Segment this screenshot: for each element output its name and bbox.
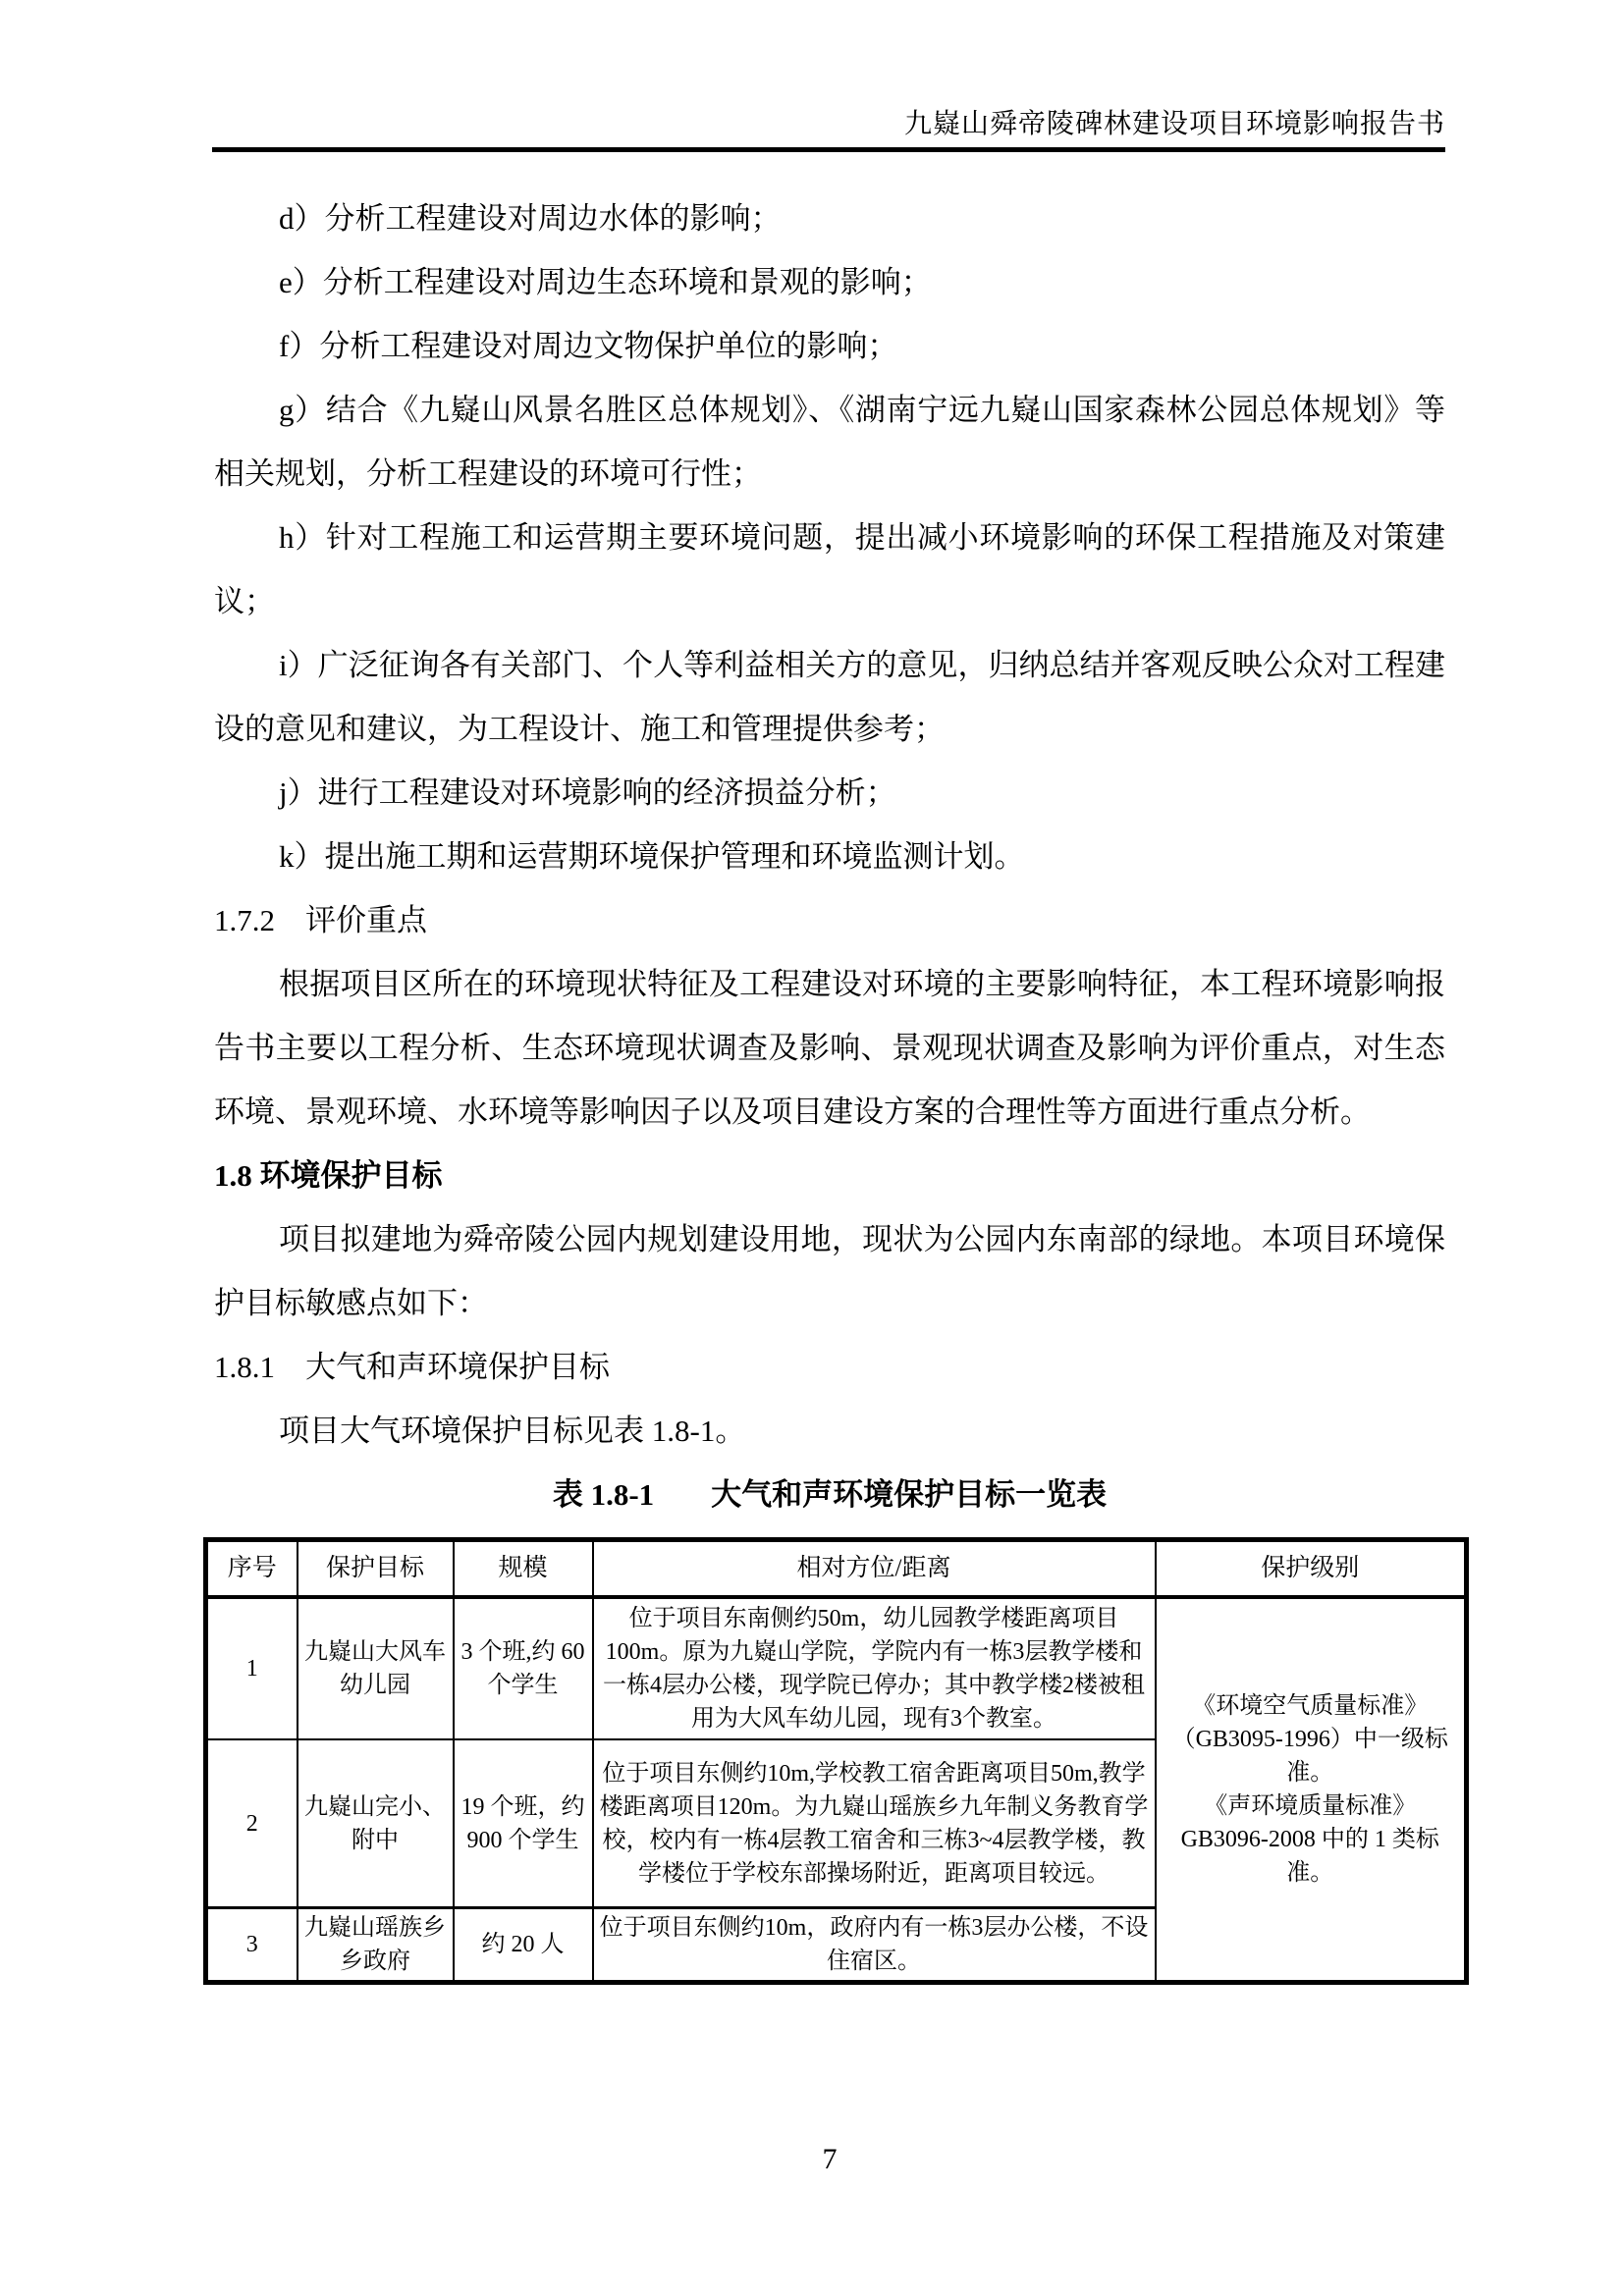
column-header-scale: 规模 bbox=[454, 1540, 593, 1598]
running-header-title: 九嶷山舜帝陵碑林建设项目环境影响报告书 bbox=[903, 109, 1445, 139]
cell-protection-level bbox=[1156, 1597, 1467, 1983]
column-header-target: 保护目标 bbox=[298, 1540, 454, 1598]
cell-index: 3 bbox=[206, 1908, 298, 1983]
table-row bbox=[206, 1597, 1467, 1739]
cell-target: 九嶷山大风车幼儿园 bbox=[298, 1597, 454, 1739]
cell-scale: 19 个班，约 900 个学生 bbox=[454, 1739, 593, 1908]
list-item-j: j）进行工程建设对环境影响的经济损益分析； bbox=[279, 775, 896, 810]
cell-position: 位于项目东侧约10m,学校教工宿舍距离项目50m,教学楼距离项目120m。为九嶷山瑶族乡九年制义务教育学校，校内有一栋4层教工宿舍和三栋3~4层教学楼，教学楼位于学校东部操场附近，距离项目较远。 bbox=[593, 1739, 1156, 1908]
column-header-level: 保护级别 bbox=[1156, 1540, 1467, 1598]
page-number: 7 bbox=[822, 2143, 838, 2175]
table-caption bbox=[214, 1463, 1445, 1526]
table-caption-text: 大气和声环境保护目标一览表 bbox=[711, 1477, 1108, 1512]
list-item-e: e）分析工程建设对周边生态环境和景观的影响； bbox=[279, 265, 932, 299]
paragraph-protection-targets: 项目拟建地为舜帝陵公园内规划建设用地，现状为公园内东南部的绿地。本项目环境保护目标敏感点如下： bbox=[214, 1222, 1445, 1320]
table-header-row bbox=[206, 1540, 1467, 1598]
section-heading-1-7-2: 1.7.2 评价重点 bbox=[214, 903, 427, 937]
list-item-d: d）分析工程建设对周边水体的影响； bbox=[279, 201, 782, 236]
cell-scale: 约 20 人 bbox=[454, 1908, 593, 1983]
header-rule bbox=[212, 147, 1445, 152]
protection-targets-table bbox=[203, 1537, 1469, 1985]
section-heading-1-8: 1.8 环境保护目标 bbox=[214, 1158, 443, 1193]
list-item-i: i）广泛征询各有关部门、个人等利益相关方的意见，归纳总结并客观反映公众对工程建设的意见和建议，为工程设计、施工和管理提供参考； bbox=[214, 648, 1445, 746]
list-item-k: k）提出施工期和运营期环境保护管理和环境监测计划。 bbox=[279, 839, 1025, 874]
list-item-g: g）结合《九嶷山风景名胜区总体规划》、《湖南宁远九嶷山国家森林公园总体规划》等相关规划，分析工程建设的环境可行性； bbox=[214, 393, 1445, 491]
cell-scale: 3 个班,约 60 个学生 bbox=[454, 1597, 593, 1739]
list-item-h: h）针对工程施工和运营期主要环境问题，提出减小环境影响的环保工程措施及对策建议； bbox=[214, 520, 1445, 618]
column-header-index: 序号 bbox=[206, 1540, 298, 1598]
protection-level-air: 《环境空气质量标准》（GB3095-1996）中一级标准。 bbox=[1171, 1693, 1448, 1786]
table-body bbox=[206, 1597, 1467, 1983]
list-item-f: f）分析工程建设对周边文物保护单位的影响； bbox=[279, 329, 898, 363]
paragraph-table-reference: 项目大气环境保护目标见表 1.8-1。 bbox=[279, 1414, 746, 1448]
section-heading-1-8-1: 1.8.1 大气和声环境保护目标 bbox=[214, 1350, 610, 1384]
cell-index: 1 bbox=[206, 1597, 298, 1739]
document-body bbox=[214, 187, 1448, 1985]
cell-index: 2 bbox=[206, 1739, 298, 1908]
paragraph-evaluation-focus: 根据项目区所在的环境现状特征及工程建设对环境的主要影响特征，本工程环境影响报告书主要以工程分析、生态环境现状调查及影响、景观现状调查及影响为评价重点，对生态环境、景观环境、水环境等影响因子以及项目建设方案的合理性等方面进行重点分析。 bbox=[214, 967, 1445, 1129]
table-header bbox=[206, 1540, 1467, 1598]
table-caption-label: 表 1.8-1 bbox=[552, 1477, 655, 1512]
cell-target: 九嶷山完小、附中 bbox=[298, 1739, 454, 1908]
cell-position: 位于项目东南侧约50m，幼儿园教学楼距离项目100m。原为九嶷山学院，学院内有一栋3层教学楼和一栋4层办公楼，现学院已停办；其中教学楼2楼被租用为大风车幼儿园，现有3个教室。 bbox=[593, 1597, 1156, 1739]
column-header-position: 相对方位/距离 bbox=[593, 1540, 1156, 1598]
cell-target: 九嶷山瑶族乡乡政府 bbox=[298, 1908, 454, 1983]
protection-level-noise: 《声环境质量标准》GB3096-2008 中的 1 类标准。 bbox=[1180, 1793, 1439, 1886]
cell-position: 位于项目东侧约10m，政府内有一栋3层办公楼，不设住宿区。 bbox=[593, 1908, 1156, 1983]
